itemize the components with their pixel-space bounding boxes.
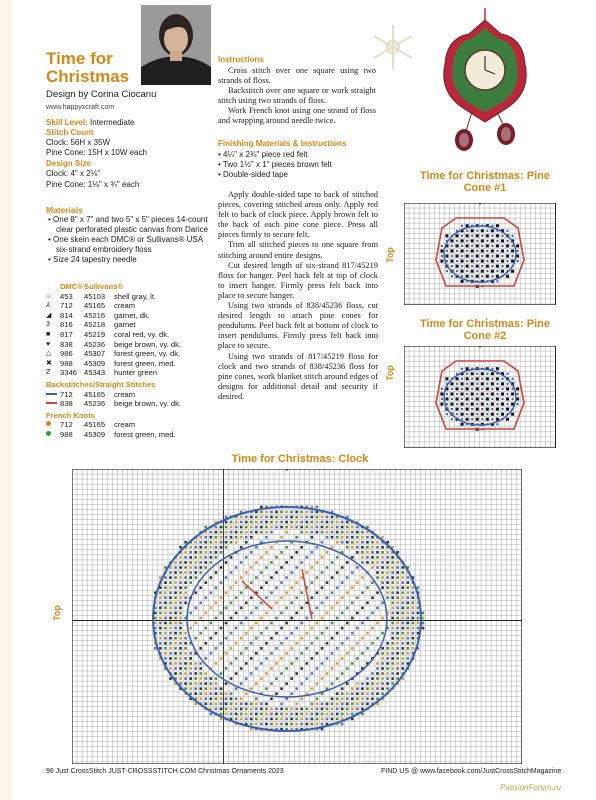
french-knot-swatch [46, 431, 51, 436]
legend-dmc: 816 [60, 320, 73, 330]
snowflake-icon [368, 22, 418, 72]
watermark: PassionForum.ru [500, 783, 561, 792]
finishing-instructions-text [218, 190, 378, 402]
pine-cone-2-chart [404, 346, 556, 448]
skill-level-label: Skill Level: [46, 118, 88, 127]
design-size-clock: Clock: 4" x 2⅛" [46, 169, 101, 178]
pine-cone-2-title: Time for Christmas: Pine Cone #2 [420, 318, 550, 342]
legend-row [46, 330, 216, 340]
legend-sullivans: 45219 [84, 329, 106, 339]
legend-row [46, 301, 216, 311]
legend-dmc: 3346 [60, 368, 77, 378]
instruction-paragraph: Backstitch over one square or work straight stitch using two strands of floss. [218, 86, 376, 105]
backstitch-swatch [46, 393, 57, 395]
legend-symbol: ■ [46, 330, 51, 338]
color-key-header: DMC® Sullivans® [60, 282, 123, 291]
stitch-count-clock: Clock: 56H x 35W [46, 138, 111, 147]
body-paragraph: Cut desired length of six-strand 817/45219 floss for hanger. Peel back felt at top of clock to insert hanger. Firmly press felt back into place to secure hanger. [218, 260, 378, 300]
stitch-count-label: Stitch Count [46, 128, 94, 137]
footer-right: FIND US @ www.facebook.com/JustCrossStitchMagazine [381, 768, 562, 775]
top-label-pine2: Top [384, 365, 395, 381]
legend-sullivans: 45216 [84, 310, 106, 320]
pine-cone-1-chart [404, 203, 556, 305]
stitch-count-pine: Pine Cone: 15H x 10W each [46, 148, 147, 157]
footer-left: 96 Just CrossStitch JUST-CROSSSTITCH.COM Christmas Ornaments 2023 [46, 768, 284, 775]
clock-ornament-photo [427, 8, 547, 158]
finishing-item: • Two 1½" x 1" pieces brown felt [218, 160, 332, 169]
legend-color-name: garnet [114, 320, 136, 330]
top-label-pine1: Top [384, 247, 395, 263]
designer-photo [141, 5, 211, 85]
backstitch-label: Backstitches/Straight Stitches [46, 379, 156, 389]
materials-list [46, 215, 211, 265]
legend-sullivans: 45307 [84, 349, 106, 359]
skill-level-value: Intermediate [90, 118, 135, 127]
designer-website: www.happyxcraft.com [46, 104, 115, 111]
legend-row [46, 340, 216, 350]
instruction-paragraph: Work French knot using one strand of floss and wrapping around needle twice. [218, 106, 376, 125]
legend-dmc: 817 [60, 329, 73, 339]
legend-color-name: beige brown, vy. dk. [114, 339, 181, 349]
backstitch-row: 838 45236 beige brown, vy. dk. [46, 399, 216, 409]
french-knots-label: French Knots [46, 410, 95, 420]
legend-symbol: ○ [46, 292, 51, 300]
backstitch-swatch [46, 402, 57, 404]
material-item: • Size 24 tapestry needle [48, 255, 137, 264]
design-size-pine: Pine Cone: 1⅛" x ¾" each [46, 180, 140, 189]
instructions-label: Instructions [218, 55, 264, 64]
body-paragraph: Apply double-sided tape to back of stitched pieces, covering stitched areas only. Apply red felt to back of clock piece. Apply brown felt to the back of each pine cone piece. Press all pieces firmly to secure felt. [218, 190, 378, 240]
legend-sullivans: 45309 [84, 358, 106, 368]
legend-symbol: △ [46, 350, 52, 358]
legend-row [46, 368, 216, 378]
french-knot-swatch [46, 421, 51, 426]
material-item: • One skein each DMC® or Sullivans® USA six-strand embroidery floss [48, 235, 203, 254]
finishing-item: • 4¼" x 2¾" piece red felt [218, 150, 308, 159]
legend-color-name: forest green, med. [114, 358, 176, 368]
body-paragraph: Using two strands of 838/45236 floss, cut desired length to attach pine cones for pendulums. Peel back felt at bottom of clock to insert pendulums. Firmly press felt back into place to secure. [218, 301, 378, 351]
designer-credit: Design by Corina Ciocanu [46, 89, 157, 100]
legend-dmc: 988 [60, 358, 73, 368]
legend-dmc: 453 [60, 291, 73, 301]
finishing-list [218, 150, 332, 180]
legend-row [46, 311, 216, 321]
legend-color-name: cream [114, 301, 136, 311]
legend-row [46, 359, 216, 369]
materials-label: Materials [46, 205, 83, 215]
instructions-text [218, 66, 376, 126]
legend-dmc: 986 [60, 349, 73, 359]
finishing-item: • Double-sided tape [218, 170, 288, 179]
clock-chart [72, 469, 522, 764]
clock-chart-title: Time for Christmas: Clock [231, 453, 369, 465]
legend-dmc: 814 [60, 310, 73, 320]
design-size-label: Design Size [46, 159, 91, 168]
legend-sullivans: 45103 [84, 291, 106, 301]
french-knot-row: 988 45309 forest green, med. [46, 430, 216, 440]
legend-dmc: 712 [60, 301, 73, 311]
legend-row [46, 292, 216, 302]
legend-sullivans: 45343 [84, 368, 106, 378]
backstitch-row: 712 45165 cream [46, 390, 216, 400]
finishing-label: Finishing Materials & Instructions [218, 139, 347, 148]
pine-cone-1-title: Time for Christmas: Pine Cone #1 [420, 170, 550, 194]
legend-sullivans: 45165 [84, 301, 106, 311]
legend-symbol: ◢ [46, 311, 52, 319]
skill-level [46, 118, 135, 128]
legend-color-name: shell gray, lt. [114, 291, 157, 301]
french-knot-row: 712 45165 cream [46, 420, 216, 430]
legend-symbol: ✖ [46, 359, 52, 367]
legend-symbol: Z [46, 369, 51, 377]
legend-symbol: ⅄ [46, 302, 51, 310]
body-paragraph: Using two strands of 817/45219 floss for clock and two strands of 838/45236 floss for pine cones, work blanket stitch around edges of designs for additional detail and security if desired. [218, 351, 378, 401]
body-paragraph: Trim all stitched pieces to one square from stitching around entire designs. [218, 240, 378, 260]
legend-color-name: garnet, dk. [114, 310, 150, 320]
legend-color-name: hunter green [114, 368, 158, 378]
legend-sullivans: 45236 [84, 339, 106, 349]
legend-color-name: forest green, vy. dk. [114, 349, 181, 359]
material-item: • One 8" x 7" and two 5" x 5" pieces 14-count clear perforated plastic canvas from Darice [48, 215, 209, 234]
page-gutter [0, 0, 12, 800]
top-label-clock: Top [51, 605, 62, 621]
legend-row [46, 320, 216, 330]
legend-symbol: ♥ [46, 340, 51, 348]
legend-sullivans: 45218 [84, 320, 106, 330]
legend-color-name: coral red, vy. dk. [114, 329, 170, 339]
legend-dmc: 838 [60, 339, 73, 349]
instruction-paragraph: Cross stitch over one square using two strands of floss. [218, 66, 376, 85]
color-key [46, 282, 216, 440]
page-title: Time for Christmas [46, 49, 130, 86]
legend-row [46, 349, 216, 359]
legend-symbol: 3 [46, 321, 50, 329]
